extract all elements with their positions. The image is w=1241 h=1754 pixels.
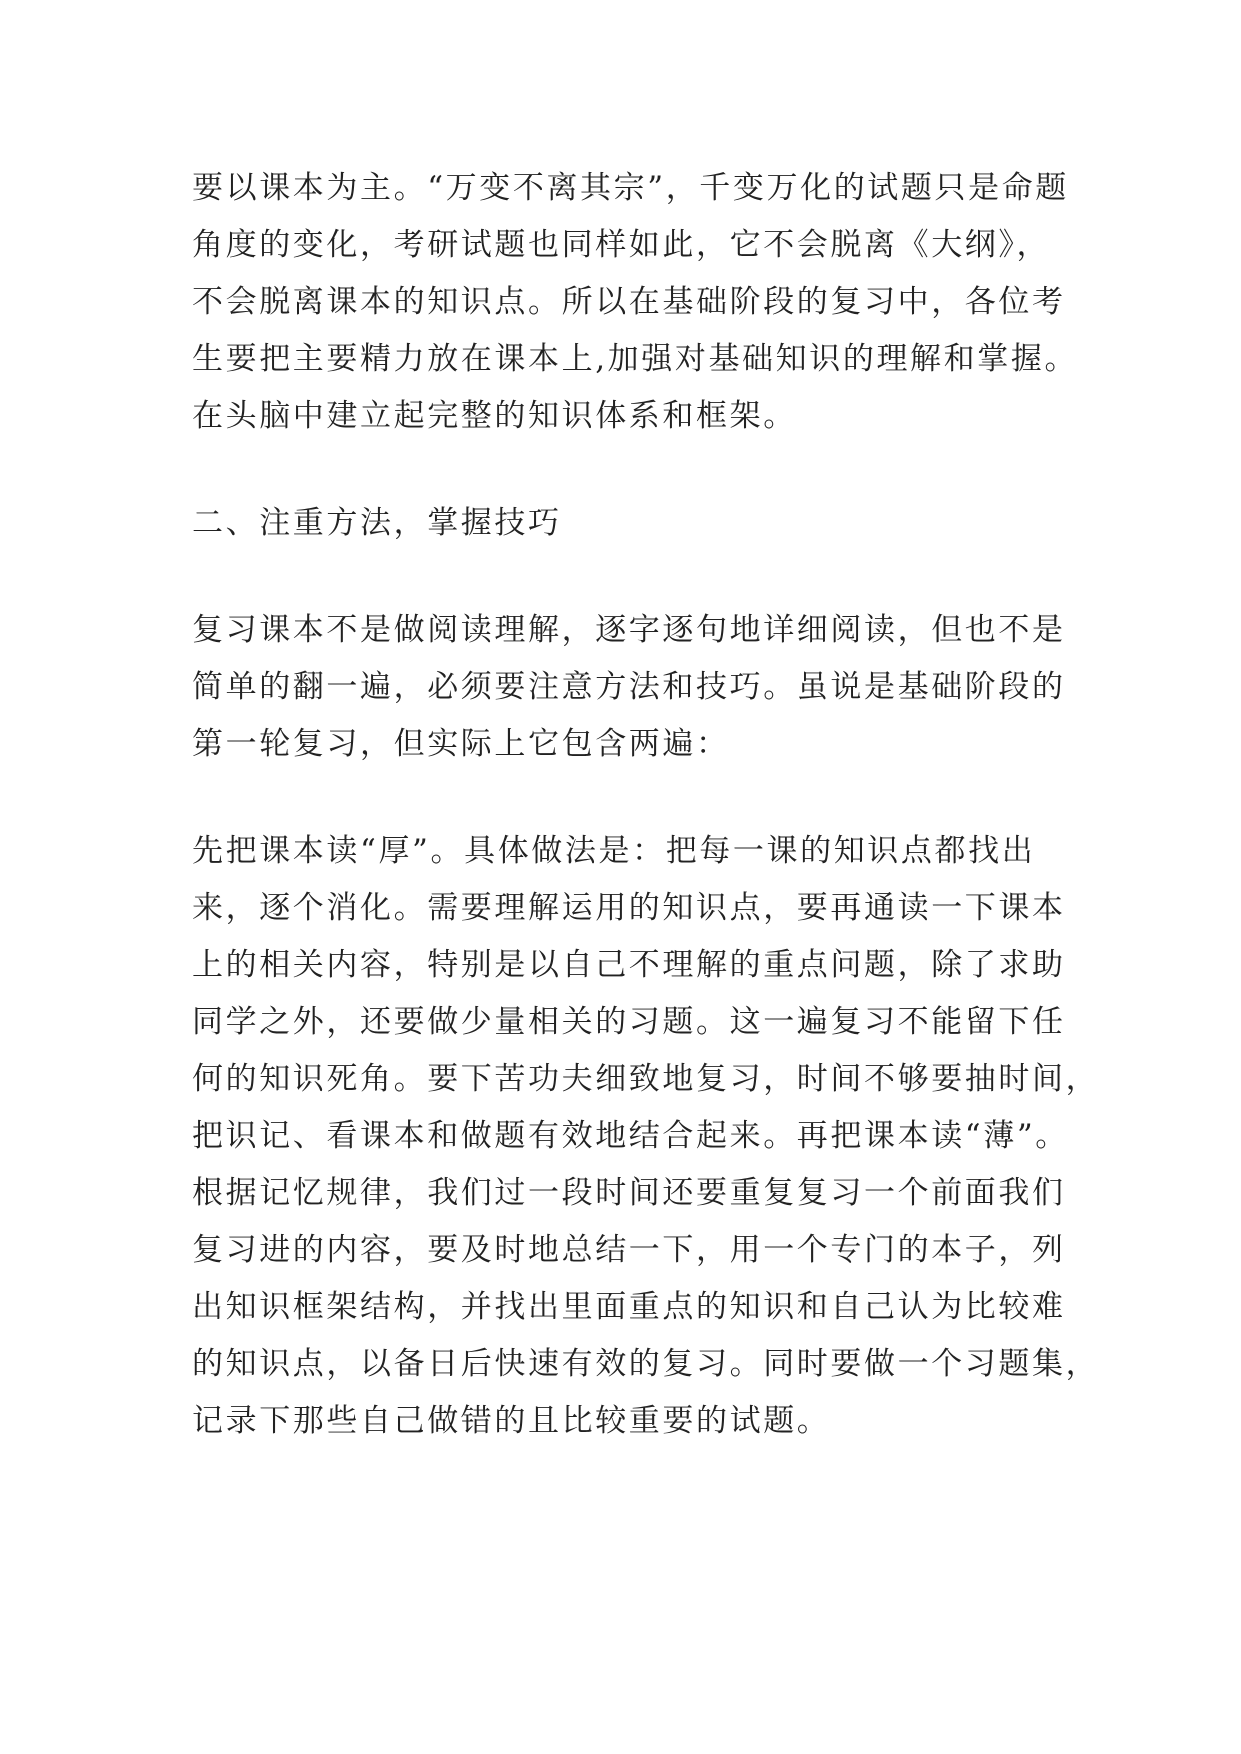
text-line: 复习课本不是做阅读理解，逐字逐句地详细阅读，但也不是	[192, 612, 1066, 648]
text-line: 上的相关内容，特别是以自己不理解的重点问题，除了求助	[192, 947, 1066, 983]
text-line: 同学之外，还要做少量相关的习题。这一遍复习不能留下任	[192, 1004, 1066, 1040]
text-line: 简单的翻一遍，必须要注意方法和技巧。虽说是基础阶段的	[192, 669, 1066, 705]
paragraph-method-intro	[192, 602, 1072, 773]
text-line: 先把课本读“厚”。具体做法是：把每一课的知识点都找出	[192, 833, 1036, 869]
heading-text: 二、注重方法，掌握技巧	[192, 505, 562, 541]
text-line: 不会脱离课本的知识点。所以在基础阶段的复习中，各位考	[192, 284, 1066, 320]
text-line: 何的知识死角。要下苦功夫细致地复习，时间不够要抽时间，	[192, 1061, 1100, 1097]
paragraph-read-thick-thin	[192, 823, 1100, 1450]
text-line: 第一轮复习，但实际上它包含两遍：	[192, 726, 730, 762]
text-line: 来，逐个消化。需要理解运用的知识点，要再通读一下课本	[192, 890, 1066, 926]
document-body	[192, 160, 1100, 1500]
text-line: 根据记忆规律，我们过一段时间还要重复复习一个前面我们	[192, 1175, 1066, 1211]
section-heading	[192, 495, 1072, 552]
text-line: 的知识点，以备日后快速有效的复习。同时要做一个习题集，	[192, 1346, 1100, 1382]
text-line: 在头脑中建立起完整的知识体系和框架。	[192, 398, 797, 434]
text-line: 生要把主要精力放在课本上,加强对基础知识的理解和掌握。	[192, 341, 1079, 377]
text-line: 出知识框架结构，并找出里面重点的知识和自己认为比较难	[192, 1289, 1066, 1325]
paragraph-textbook-focus	[192, 160, 1079, 445]
text-line: 要以课本为主。“万变不离其宗”，千变万化的试题只是命题	[192, 170, 1069, 206]
text-line: 记录下那些自己做错的且比较重要的试题。	[192, 1403, 831, 1439]
text-line: 复习进的内容，要及时地总结一下，用一个专门的本子，列	[192, 1232, 1066, 1268]
text-line: 把识记、看课本和做题有效地结合起来。再把课本读“薄”。	[192, 1118, 1069, 1154]
text-line: 角度的变化，考研试题也同样如此，它不会脱离《大纲》，	[192, 227, 1051, 263]
